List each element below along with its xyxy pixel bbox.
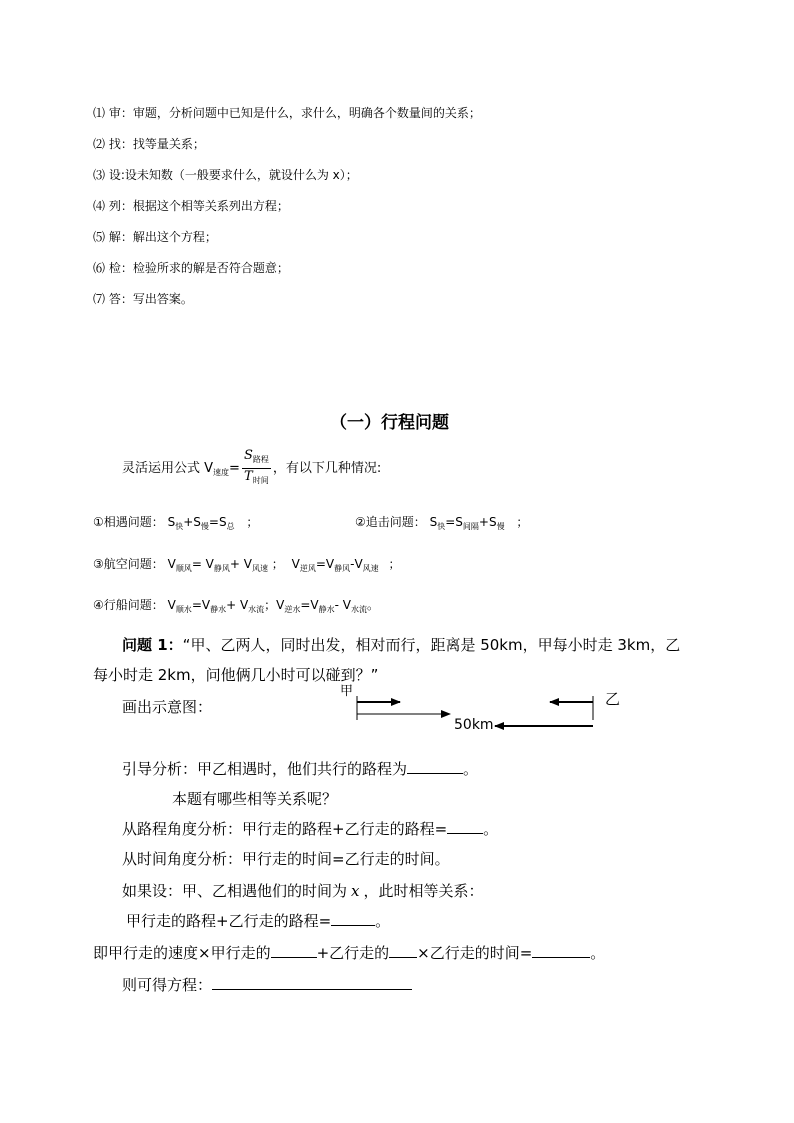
problem-label: 问题 1： [122, 636, 183, 654]
blank-equation-sum[interactable] [331, 911, 375, 926]
case-chase-part: =S [445, 515, 463, 529]
blank-distance-sum[interactable] [447, 819, 483, 834]
case-air-part: =V [315, 557, 335, 571]
case-meet-sub: 总 [226, 522, 235, 531]
case-air [93, 555, 401, 574]
problem-line-2: 每小时走 2km，问他俩几小时可以碰到？” [93, 666, 379, 684]
case-air-sub: 风速 [362, 564, 379, 573]
case-air-part: -V [350, 557, 363, 571]
case-boat-part: =V [300, 598, 319, 612]
case-meet-part: ； [246, 515, 259, 529]
case-boat-part: V [167, 598, 176, 612]
case-chase-sub: 慢 [496, 522, 505, 531]
case-chase-sub: 间隔 [462, 522, 479, 531]
analysis-end-6: 。 [375, 912, 391, 930]
case-meet-sub: 快 [175, 522, 184, 531]
case-air-sub: 顺风 [175, 564, 192, 573]
case-chase-part: S [429, 515, 438, 529]
case-air-label: ③航空问题： [93, 557, 164, 571]
blank-total-distance[interactable] [407, 759, 463, 774]
analysis-text-8: 则可得方程： [122, 976, 213, 994]
step-1: ⑴ 审：审题，分析问题中已知是什么，求什么，明确各个数量间的关系； [93, 106, 481, 120]
step-4: ⑷ 列：根据这个相等关系列出方程； [93, 199, 289, 213]
case-meet-sub: 慢 [200, 522, 209, 531]
analysis-text-7a: 即甲行走的速度×甲行走的 [93, 944, 271, 962]
case-air-sub: 逆风 [299, 564, 316, 573]
analysis-text-7c: ×乙行走的时间= [417, 944, 533, 962]
formula-intro: 灵活运用公式 V [122, 461, 214, 476]
analysis-line-8 [122, 974, 412, 995]
case-boat-sub: 顺水 [175, 605, 192, 614]
case-boat [93, 596, 379, 615]
step-3: ⑶ 设:设未知数（一般要求什么，就设什么为 x）； [93, 168, 358, 182]
case-meet-label: ①相遇问题： [93, 515, 164, 529]
formula-fraction [242, 448, 271, 489]
analysis-text-3: 从路程角度分析：甲行走的路程+乙行走的路程= [122, 820, 448, 838]
formula-num-sub: 路程 [252, 455, 269, 464]
formula-line [122, 448, 381, 490]
case-air-sub: 风速 [251, 564, 268, 573]
case-meet-part: =S [208, 515, 227, 529]
step-6: ⑹ 检：检验所求的解是否符合题意； [93, 261, 289, 275]
case-boat-sub: 静水 [318, 605, 335, 614]
analysis-text-5b: ，此时相等关系： [363, 882, 484, 900]
formula-den-sub: 时间 [252, 476, 269, 485]
case-boat-part: + V [226, 598, 249, 612]
blank-equation[interactable] [212, 975, 412, 990]
case-air-part: ； [388, 557, 401, 571]
case-air-sub: 静风 [213, 564, 230, 573]
case-meet-part: S [167, 515, 176, 529]
case-chase-part: ； [516, 515, 529, 529]
diagram-yi-label: 乙 [605, 690, 621, 708]
case-boat-part: ；V [264, 598, 285, 612]
case-chase-sub: 快 [437, 522, 446, 531]
analysis-end-1: 。 [463, 760, 479, 778]
formula-tail: ，有以下几种情况: [272, 461, 382, 476]
problem-line-1 [122, 634, 680, 655]
problem-text-1: “甲、乙两人，同时出发，相对而行，距离是 50km，甲每小时走 3km，乙 [182, 636, 681, 654]
case-air-part: V [167, 557, 176, 571]
case-boat-sub: 静水 [210, 605, 227, 614]
blank-yi-speed[interactable] [389, 943, 417, 958]
case-air-part: V [291, 557, 300, 571]
step-7: ⑺ 答：写出答案。 [93, 292, 193, 306]
case-boat-part: 。 [367, 598, 380, 612]
case-chase [355, 513, 528, 532]
diagram-distance-label: 50km [454, 717, 494, 733]
diagram-jia-label: 甲 [340, 684, 354, 699]
analysis-text-1: 引导分析：甲乙相遇时，他们共行的路程为 [122, 760, 408, 778]
analysis-text-5a: 如果设：甲、乙相遇他们的时间为 [122, 882, 348, 900]
analysis-line-5 [122, 880, 484, 901]
case-air-part: = V [191, 557, 214, 571]
analysis-line-1 [122, 758, 478, 779]
formula-eq: = [229, 461, 240, 476]
blank-total[interactable] [532, 943, 590, 958]
variable-x: x [351, 882, 360, 900]
analysis-line-3 [122, 818, 498, 839]
analysis-line-2: 本题有哪些相等关系呢？ [172, 790, 338, 808]
formula-num: S [243, 448, 253, 463]
case-air-part: ； [271, 557, 284, 571]
formula-den: T [244, 469, 253, 484]
case-meet [93, 513, 258, 532]
blank-jia-time[interactable] [271, 943, 317, 958]
case-boat-sub: 水流 [248, 605, 265, 614]
analysis-line-6 [126, 910, 390, 931]
case-boat-sub: 水流 [351, 605, 367, 614]
section-title: （一）行程问题 [330, 413, 449, 433]
case-chase-part: +S [478, 515, 497, 529]
analysis-end-7: 。 [590, 944, 606, 962]
analysis-line-4: 从时间角度分析：甲行走的时间=乙行走的时间。 [122, 850, 450, 868]
case-air-part: + V [229, 557, 252, 571]
diagram-caption: 画出示意图： [122, 698, 213, 716]
step-5: ⑸ 解：解出这个方程； [93, 230, 217, 244]
case-air-sub: 静风 [334, 564, 351, 573]
case-chase-label: ②追击问题： [355, 515, 426, 529]
case-boat-label: ④行船问题： [93, 598, 164, 612]
case-boat-part: =V [191, 598, 211, 612]
case-boat-part: - V [334, 598, 351, 612]
case-boat-sub: 逆水 [284, 605, 301, 614]
meeting-diagram [340, 680, 640, 733]
step-2: ⑵ 找：找等量关系； [93, 137, 205, 151]
analysis-text-6: 甲行走的路程+乙行走的路程= [126, 912, 332, 930]
case-meet-part: +S [183, 515, 201, 529]
analysis-text-7b: +乙行走的 [316, 944, 390, 962]
analysis-end-3: 。 [483, 820, 499, 838]
formula-v-sub: 速度 [213, 468, 230, 477]
analysis-line-7 [93, 942, 605, 963]
